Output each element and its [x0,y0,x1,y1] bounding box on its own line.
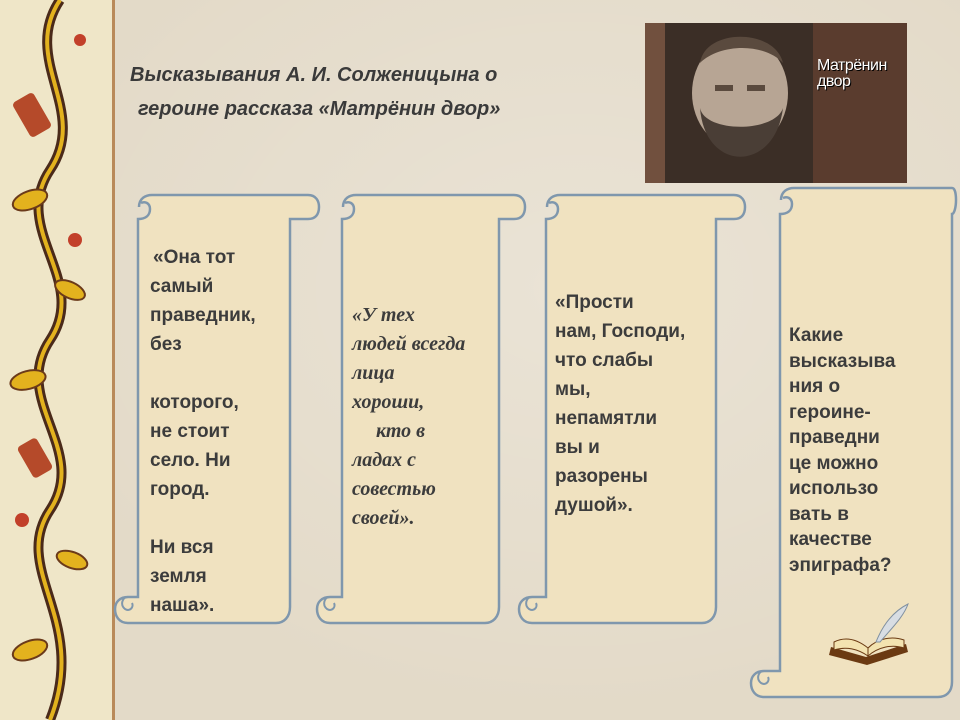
portrait-caption-line-1: Матрёнин [817,57,887,74]
quote-scroll-2-text [352,301,465,533]
scroll-3-line: что слабы [555,350,654,371]
quote-scroll-1 [112,193,322,628]
scroll-4-line: использо [789,478,879,499]
scroll-1-line: самый [150,276,214,297]
scroll-4-line: эпиграфа? [789,554,892,576]
scroll-2-line: хороши, [352,391,425,413]
portrait-image [645,23,907,183]
scroll-4-line: ния о [789,376,841,397]
scroll-2-line: кто в [376,420,426,442]
scroll-3-line: нам, Господи, [555,321,686,342]
ornament-vine-icon [8,0,89,720]
scroll-1-line: которого, [150,392,239,413]
scroll-4-line: праведни [789,427,880,448]
scroll-4-line: вать в [789,503,849,525]
scroll-3-line: «Прости [555,292,634,313]
portrait-caption [817,58,897,90]
scroll-3-line: мы, [555,379,591,400]
scroll-1-line: праведник, [150,305,256,326]
title-line-1: Высказывания А. И. Солженицына о [130,64,498,86]
scroll-1-line: «Она тот [153,247,236,268]
quote-scroll-2 [314,193,529,628]
scroll-1-line: земля [150,566,207,587]
quote-scroll-1-text [150,243,256,620]
open-book-quill-icon [826,602,916,677]
scroll-4-line: Какие [789,325,844,346]
scroll-2-line: лица [352,362,395,384]
scroll-4-line: це можно [789,452,879,474]
quote-scroll-3 [516,193,748,628]
scroll-4-line: высказыва [789,350,896,372]
ornament-strip [0,0,115,720]
scroll-1-line: село. Ни [150,450,231,471]
scroll-3-line: непамятли [555,408,658,429]
scroll-3-line: душой». [555,495,633,516]
scroll-3-line: разорены [555,466,648,487]
scroll-2-line: совестью [352,478,436,500]
scroll-1-line: Ни вся [150,537,214,558]
portrait-caption-line-2: двор [817,73,851,90]
scroll-1-line: не стоит [150,421,230,442]
title-line-2: героине рассказа «Матрёнин двор» [138,98,501,120]
author-portrait [645,23,907,183]
scroll-2-line: своей». [352,507,415,529]
scroll-3-line: вы и [555,437,600,458]
scroll-4-line: героине- [789,401,871,423]
scroll-2-line: людей всегда [352,333,466,355]
scroll-1-line: наша». [150,595,215,616]
scroll-2-line: «У тех [352,304,415,326]
scroll-1-line: город. [150,479,210,500]
scroll-2-line: ладах с [352,449,417,471]
scroll-4-line: качестве [789,529,872,550]
slide-title [130,58,600,126]
question-scroll-text [789,323,895,578]
scroll-1-line: без [150,334,182,355]
quote-scroll-3-text [555,288,685,520]
